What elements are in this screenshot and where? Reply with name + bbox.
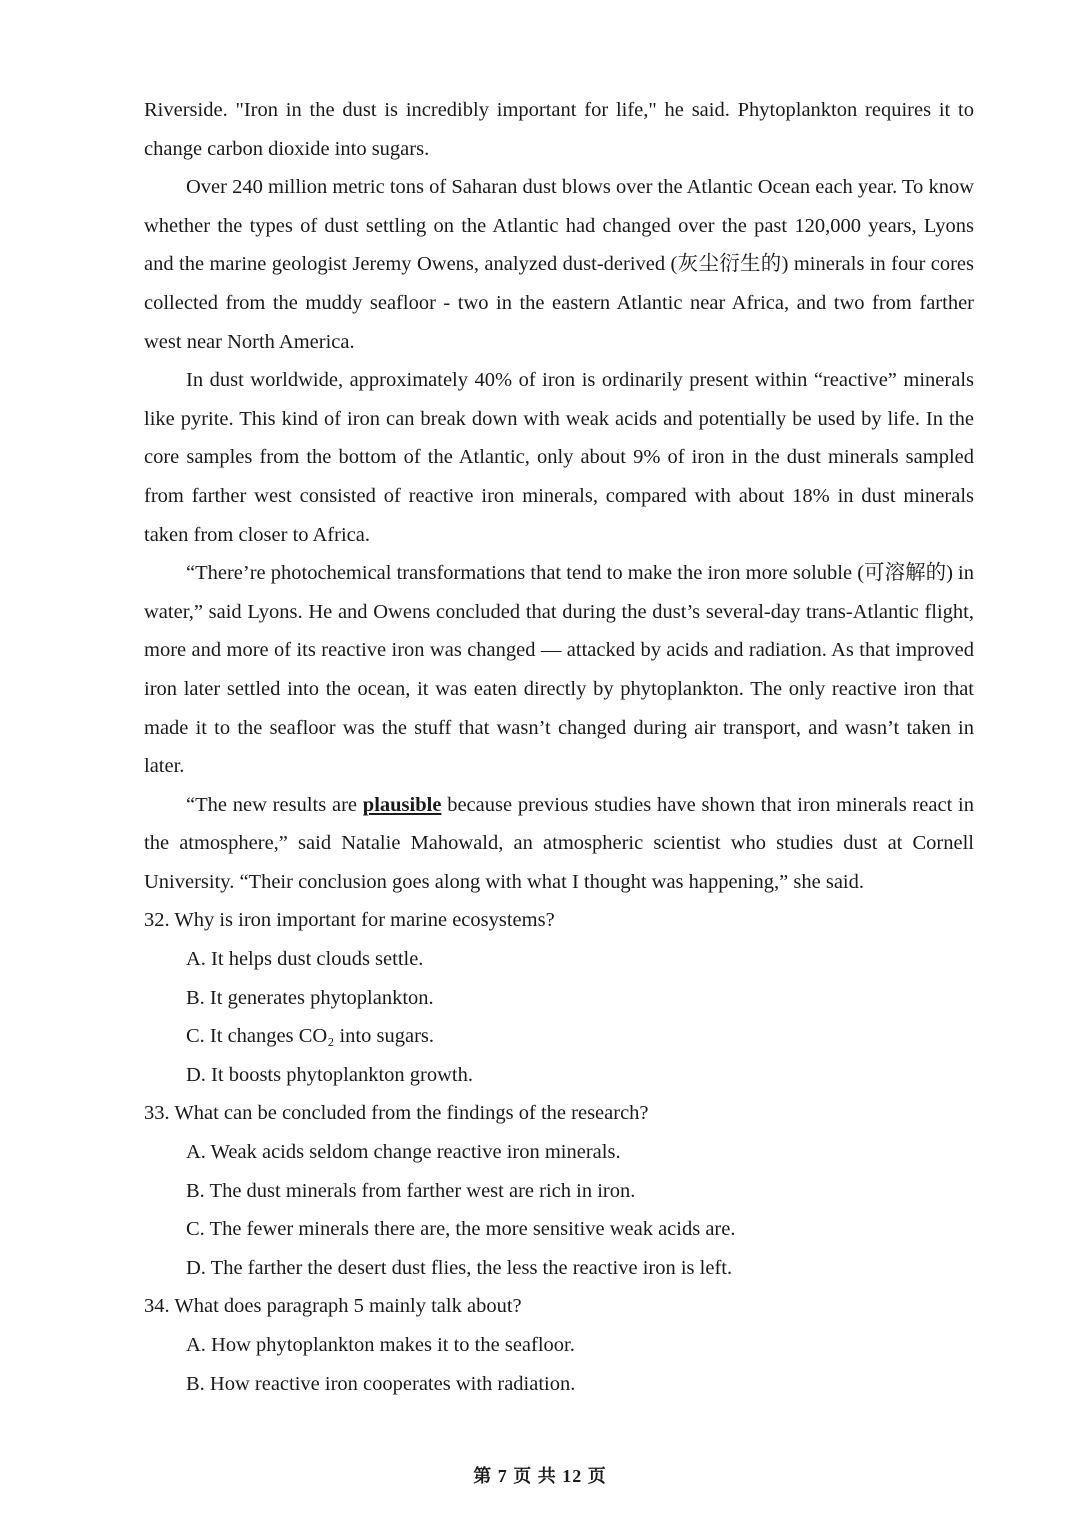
underlined-word: plausible (362, 793, 442, 816)
question-32 (144, 901, 974, 1094)
option-a: A. Weak acids seldom change reactive iron minerals. (186, 1141, 621, 1164)
paragraph-4: “There’re photochemical transformations that tend to make the iron more soluble (可溶解的) in water,” said Lyons. He and Owens concluded that during the dust’s several-day trans-Atlantic flight, more and more of its reactive iron was changed — attacked by acids and radiation. As that improved iron later settled into the ocean, it was eaten directly by phytoplankton. The only reactive iron that made it to the seafloor was the stuff that wasn’t changed during air transport, and wasn’t taken in later. (144, 562, 974, 778)
option-d: D. It boosts phytoplankton growth. (186, 1063, 473, 1086)
paragraph-5-end: because previous studies have shown that iron minerals react in the atmosphere,” said Natalie Mahowald, an atmospheric scientist who studies dust at Cornell University. “Their conclusion goes along with what I thought was happening,” she said. (144, 793, 974, 893)
paragraph-5-start: “The new results are (186, 793, 363, 816)
paragraph-5 (144, 786, 974, 902)
question-stem: 33. What can be concluded from the findings of the research? (144, 1102, 649, 1125)
option-a: A. How phytoplankton makes it to the seafloor. (186, 1334, 575, 1356)
question-34 (144, 1287, 974, 1403)
option-c: C. The fewer minerals there are, the more sensitive weak acids are. (186, 1218, 736, 1241)
paragraph-3: In dust worldwide, approximately 40% of iron is ordinarily present within “reactive” minerals like pyrite. This kind of iron can break down with weak acids and potentially be used by life. In the core samples from the bottom of the Atlantic, only about 9% of iron in the dust minerals sampled from farther west consisted of reactive iron minerals, compared with about 18% in dust minerals taken from closer to Africa. (144, 369, 974, 546)
paragraph-1: Riverside. "Iron in the dust is incredibly important for life," he said. Phytoplankton requires it to change carbon dioxide into sugars. (144, 99, 974, 160)
page-number-footer: 第 7 页 共 12 页 (473, 1466, 607, 1486)
option-a: A. It helps dust clouds settle. (186, 948, 424, 971)
question-33 (144, 1094, 974, 1287)
option-b: B. It generates phytoplankton. (186, 986, 434, 1009)
option-b: B. How reactive iron cooperates with radiation. (186, 1372, 576, 1395)
option-d: D. The farther the desert dust flies, the less the reactive iron is left. (186, 1256, 733, 1279)
reading-passage (144, 91, 974, 1403)
question-stem: 34. What does paragraph 5 mainly talk about? (144, 1295, 522, 1318)
paragraph-2: Over 240 million metric tons of Saharan dust blows over the Atlantic Ocean each year. To know whether the types of dust settling on the Atlantic had changed over the past 120,000 years, Lyons and the marine geologist Jeremy Owens, analyzed dust-derived (灰尘衍生的) minerals in four cores collected from the muddy seafloor - two in the eastern Atlantic near Africa, and two from farther west near North America. (144, 176, 974, 353)
option-c: C. It changes CO₂ into sugars. (186, 1025, 434, 1048)
option-b: B. The dust minerals from farther west are rich in iron. (186, 1179, 636, 1202)
question-stem: 32. Why is iron important for marine ecosystems? (144, 909, 555, 932)
